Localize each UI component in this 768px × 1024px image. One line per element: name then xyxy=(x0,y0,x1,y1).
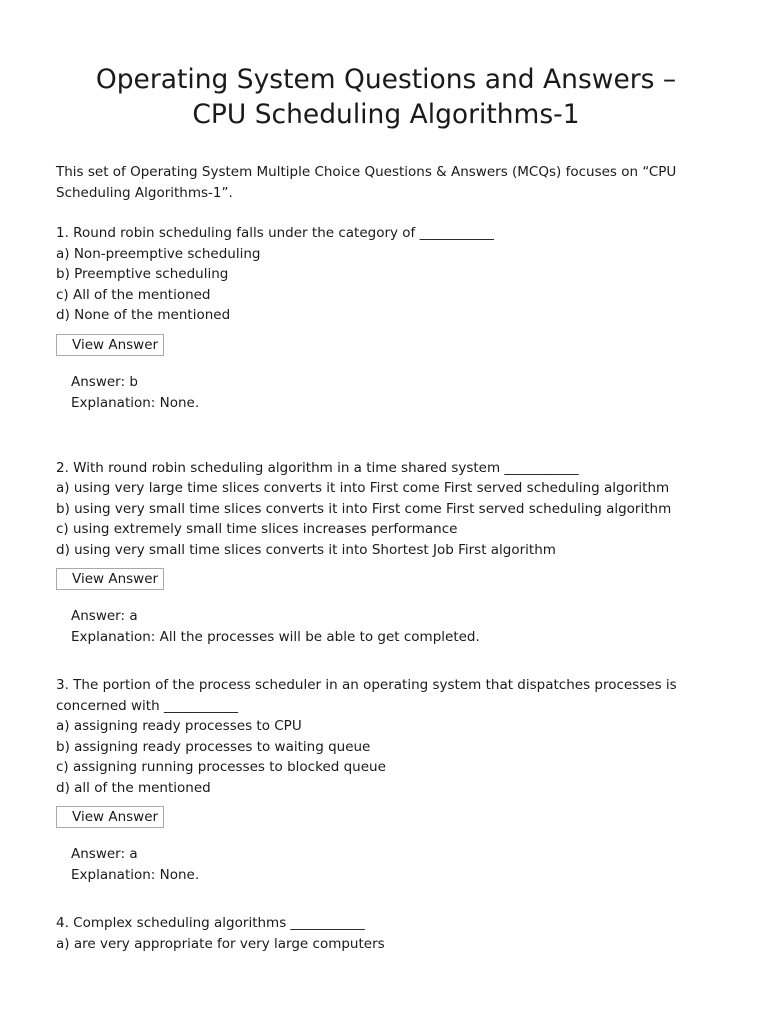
option-d: d) None of the mentioned xyxy=(56,307,231,323)
option-c: c) assigning running processes to blocked queue xyxy=(56,759,386,775)
option-a: a) using very large time slices converts it into First come First served scheduling algorithm xyxy=(56,480,670,496)
question-2 xyxy=(56,458,716,649)
explanation-text: Explanation: None. xyxy=(71,867,200,883)
option-c: c) All of the mentioned xyxy=(56,286,211,303)
explanation-text: Explanation: All the processes will be able to get completed. xyxy=(71,629,480,645)
title-line-1: Operating System Questions and Answers – xyxy=(95,64,677,95)
option-a: a) are very appropriate for very large computers xyxy=(56,935,385,952)
option-a: a) Non-preemptive scheduling xyxy=(56,245,261,262)
explanation-text: Explanation: None. xyxy=(71,394,200,411)
option-b: b) Preemptive scheduling xyxy=(56,266,229,282)
option-b: b) using very small time slices converts it into First come First served scheduling algorithm xyxy=(56,500,672,517)
question-stem: 4. Complex scheduling algorithms ___________ xyxy=(56,915,365,931)
answer-text: Answer: a xyxy=(71,846,138,862)
question-1 xyxy=(56,223,716,414)
option-b: b) assigning ready processes to waiting queue xyxy=(56,738,371,755)
question-stem: 3. The portion of the process scheduler in an operating system that dispatches processes is concerned with ___________ xyxy=(56,677,677,714)
option-d: d) all of the mentioned xyxy=(56,779,211,796)
answer-text: Answer: a xyxy=(71,608,138,624)
question-stem: 2. With round robin scheduling algorithm in a time shared system ___________ xyxy=(56,459,579,476)
title-line-2: CPU Scheduling Algorithms-1 xyxy=(192,99,580,130)
option-d: d) using very small time slices converts it into Shortest Job First algorithm xyxy=(56,541,556,558)
view-answer-button[interactable]: View Answer xyxy=(56,568,164,590)
view-answer-button[interactable]: View Answer xyxy=(56,806,164,828)
document-page xyxy=(56,62,716,954)
option-a: a) assigning ready processes to CPU xyxy=(56,718,302,734)
option-c: c) using extremely small time slices increases performance xyxy=(56,521,458,537)
question-stem: 1. Round robin scheduling falls under the category of ___________ xyxy=(56,225,494,241)
answer-block xyxy=(56,372,716,414)
answer-block xyxy=(56,606,716,648)
question-4 xyxy=(56,913,716,954)
question-3 xyxy=(56,675,716,886)
answer-text: Answer: b xyxy=(71,373,138,390)
page-title xyxy=(28,62,744,132)
intro-paragraph: This set of Operating System Multiple Choice Questions & Answers (MCQs) focuses on “CPU Scheduling Algorithms-1”. xyxy=(56,164,677,201)
view-answer-button[interactable]: View Answer xyxy=(56,334,164,356)
answer-block xyxy=(56,844,716,886)
